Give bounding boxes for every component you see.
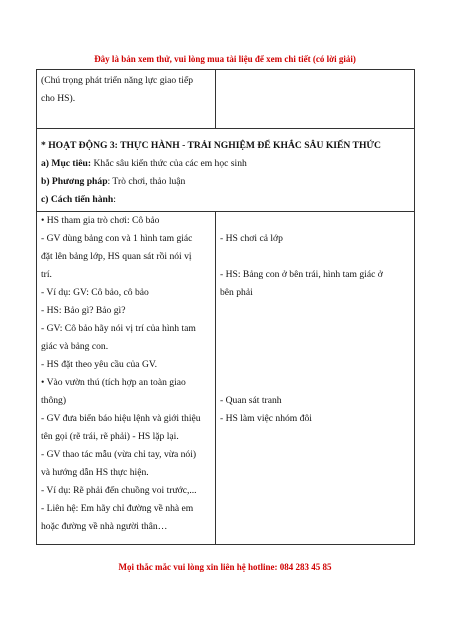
text-line: - GV đưa biển báo hiệu lệnh và giới thiệu	[41, 413, 201, 424]
goal-line	[41, 155, 410, 173]
text-line: - HS chơi cả lớp	[220, 233, 283, 244]
lesson-document	[36, 69, 408, 545]
text-line: - HS: Bảo gì? Bảo gì?	[41, 305, 126, 316]
row1-right-cell	[216, 70, 415, 129]
table-row	[37, 129, 415, 212]
text-line: - Ví dụ: Rẽ phải đến chuồng voi trước,...	[41, 485, 197, 496]
text-line: - Quan sát tranh	[220, 395, 282, 406]
text-line	[220, 500, 410, 518]
text-line	[220, 518, 410, 536]
text-line: - HS: Bảng con ở bên trái, hình tam giác ở	[220, 269, 383, 280]
hotline-banner: Mọi thắc mắc vui lòng xin liên hệ hotline: 084 283 45 85	[118, 562, 332, 572]
method-text: : Trò chơi, thảo luận	[107, 176, 186, 187]
text-line: đặt lên bảng lớp, HS quan sát rồi nói vị	[41, 251, 192, 262]
text-line	[220, 338, 410, 356]
text-line	[220, 446, 410, 464]
text-line	[220, 302, 410, 320]
text-line: hoặc đường về nhà người thân…	[41, 521, 168, 532]
steps-line	[41, 191, 410, 209]
teacher-activity-cell	[37, 212, 216, 545]
text-line: bên phải	[220, 287, 253, 298]
text-line: - HS đặt theo yêu cầu của GV.	[41, 359, 157, 370]
text-line: - GV thao tác mẫu (vừa chỉ tay, vừa nói)	[41, 449, 197, 460]
student-activity-lines	[220, 212, 410, 536]
text-line: thông)	[41, 395, 67, 406]
text-line: cho HS).	[41, 93, 76, 104]
text-line	[220, 356, 410, 374]
text-line	[220, 248, 410, 266]
activity-header-cell	[37, 129, 415, 212]
table-row	[37, 70, 415, 129]
table-row	[37, 212, 415, 545]
text-line	[220, 320, 410, 338]
text-line	[220, 212, 410, 230]
goal-text: Khắc sâu kiến thức của các em học sinh	[91, 158, 247, 169]
text-line: • HS tham gia trò chơi: Cô bảo	[41, 215, 160, 226]
method-label: b) Phương pháp	[41, 176, 108, 187]
preview-notice-banner: Đây là bản xem thử, vui lòng mua tài liệu để xem chi tiết (có lời giải)	[94, 54, 356, 64]
text-line: - GV dùng bảng con và 1 hình tam giác	[41, 233, 193, 244]
goal-label: a) Mục tiêu:	[41, 158, 92, 169]
activity-heading: * HOẠT ĐỘNG 3: THỰC HÀNH - TRẢI NGHIỆM ĐỂ KHẮC SÂU KIẾN THỨC	[41, 140, 381, 151]
text-line	[220, 464, 410, 482]
text-line: - GV: Cô bảo hãy nói vị trí của hình tam	[41, 323, 196, 334]
student-activity-cell	[216, 212, 415, 545]
text-line: - Ví dụ: GV: Cô bảo, cô bảo	[41, 287, 149, 298]
text-line: giác và bảng con.	[41, 341, 109, 352]
text-line: - Liên hệ: Em hãy chỉ đường về nhà em	[41, 503, 194, 514]
lesson-table	[36, 69, 415, 545]
text-line	[220, 482, 410, 500]
method-line	[41, 173, 410, 191]
text-line: (Chú trọng phát triển năng lực giao tiếp	[41, 75, 194, 86]
text-line	[220, 428, 410, 446]
steps-colon: :	[113, 194, 116, 205]
steps-label: c) Cách tiến hành	[41, 194, 114, 205]
text-line: trí.	[41, 269, 52, 280]
teacher-activity-lines	[41, 212, 211, 536]
text-line: - HS làm việc nhóm đôi	[220, 413, 312, 424]
text-line	[220, 374, 410, 392]
row1-left-cell	[37, 70, 216, 129]
text-line: và hướng dẫn HS thực hiện.	[41, 467, 149, 478]
text-line: • Vào vườn thú (tích hợp an toàn giao	[41, 377, 186, 388]
text-line: tên gọi (rẽ trái, rẽ phải) - HS lặp lại.	[41, 431, 179, 442]
